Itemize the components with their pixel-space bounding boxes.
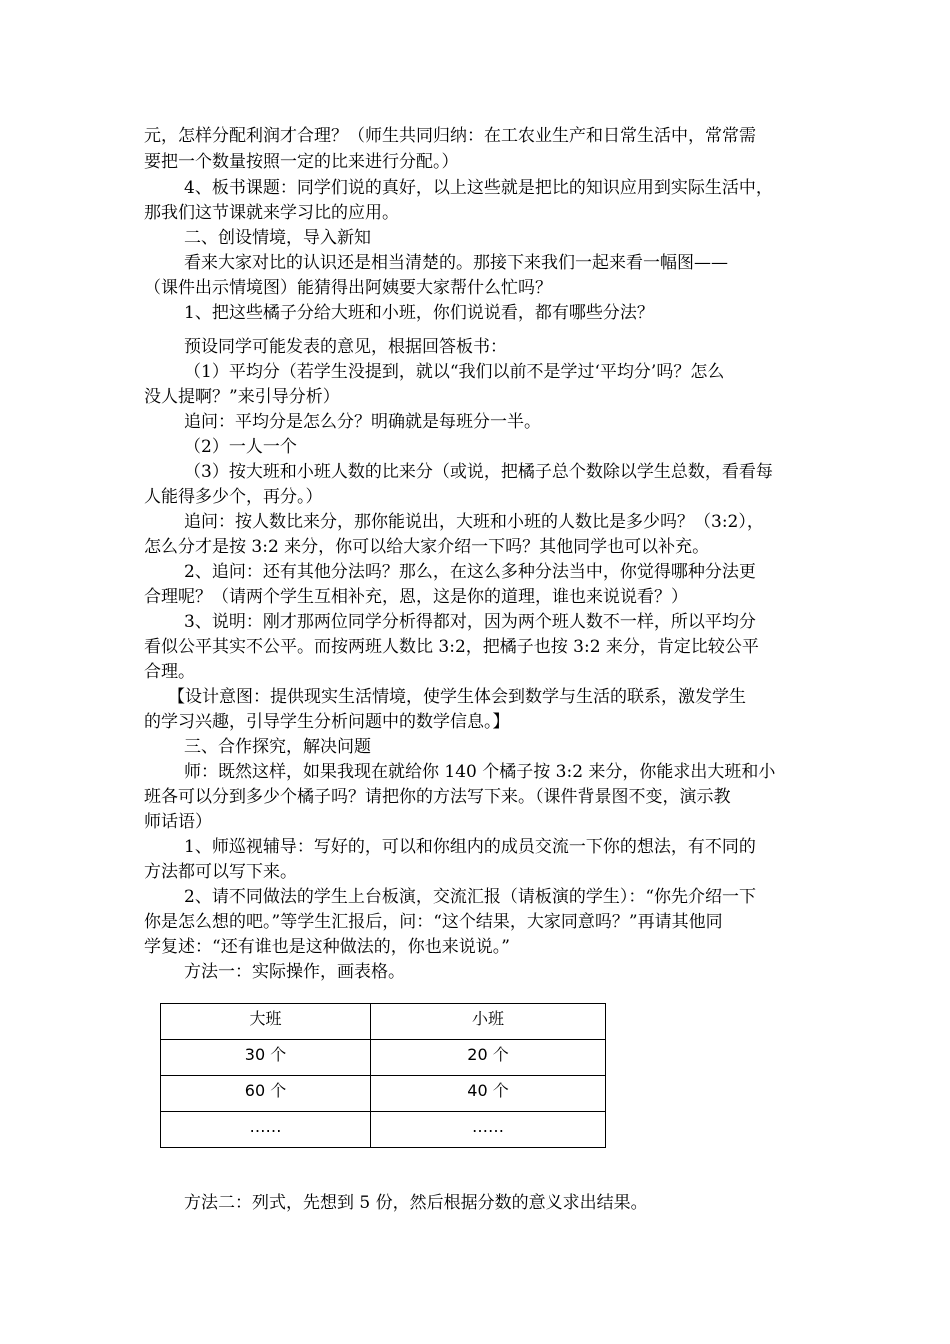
paragraph-line: 怎么分才是按 3:2 来分，你可以给大家介绍一下吗？其他同学也可以补充。	[144, 537, 710, 557]
table-cell: ……	[161, 1112, 371, 1148]
paragraph-line: 师话语）	[144, 812, 212, 832]
paragraph-line: 班各可以分到多少个橘子吗？请把你的方法写下来。（课件背景图不变，演示教	[144, 787, 731, 807]
paragraph-line: 方法都可以写下来。	[144, 862, 297, 882]
paragraph-line: 看来大家对比的认识还是相当清楚的。那接下来我们一起来看一幅图——	[184, 253, 728, 273]
paragraph-line: 追问：平均分是怎么分？明确就是每班分一半。	[184, 412, 541, 432]
paragraph-line: （课件出示情境图）能猜得出阿姨要大家帮什么忙吗？	[144, 278, 552, 298]
paragraph-line: 4、板书课题：同学们说的真好，以上这些就是把比的知识应用到实际生活中，	[184, 178, 773, 198]
table-row	[161, 1076, 606, 1112]
paragraph-line: 1、把这些橘子分给大班和小班，你们说说看，都有哪些分法？	[184, 303, 654, 323]
section-heading: 二、创设情境，导入新知	[184, 228, 371, 248]
table-header-row	[161, 1004, 606, 1040]
design-intent-note: 的学习兴趣，引导学生分析问题中的数学信息。】	[144, 712, 510, 732]
paragraph-line: 3、说明：刚才那两位同学分析得都对，因为两个班人数不一样，所以平均分	[184, 612, 756, 632]
paragraph-line: 要把一个数量按照一定的比来进行分配。）	[144, 152, 459, 172]
design-intent-note: 【设计意图：提供现实生活情境，使学生体会到数学与生活的联系，激发学生	[168, 687, 746, 707]
paragraph-line: 元，怎样分配利润才合理？（师生共同归纳：在工农业生产和日常生活中，常常需	[144, 126, 756, 146]
table-header-cell: 小班	[371, 1004, 606, 1040]
paragraph-line: 1、师巡视辅导：写好的，可以和你组内的成员交流一下你的想法，有不同的	[184, 837, 756, 857]
paragraph-line: （2）一人一个	[184, 437, 297, 457]
paragraph-line: 合理呢？（请两个学生互相补充，恩，这是你的道理，谁也来说说看？）	[144, 587, 688, 607]
method-two-label: 方法二：列式，先想到 5 份，然后根据分数的意义求出结果。	[184, 1193, 648, 1213]
table-cell: ……	[371, 1112, 606, 1148]
table-row	[161, 1040, 606, 1076]
table-cell: 20 个	[371, 1040, 606, 1076]
paragraph-line: 学复述：“还有谁也是这种做法的，你也来说说。”	[144, 937, 510, 957]
table-cell: 40 个	[371, 1076, 606, 1112]
method-one-label: 方法一：实际操作，画表格。	[184, 962, 405, 982]
section-heading: 三、合作探究，解决问题	[184, 737, 371, 757]
allocation-table	[160, 1003, 606, 1148]
paragraph-line: 你是怎么想的吧。”等学生汇报后，问：“这个结果，大家同意吗？”再请其他同	[144, 912, 723, 932]
paragraph-line: 没人提啊？”来引导分析）	[144, 387, 340, 407]
paragraph-line: 师：既然这样，如果我现在就给你 140 个橘子按 3:2 来分，你能求出大班和小	[184, 762, 776, 782]
paragraph-line: （1）平均分（若学生没提到，就以“我们以前不是学过‘平均分’吗？怎么	[184, 362, 725, 382]
table-cell: 60 个	[161, 1076, 371, 1112]
paragraph-line: 追问：按人数比来分，那你能说出，大班和小班的人数比是多少吗？（3:2），	[184, 512, 764, 532]
paragraph-line: 看似公平其实不公平。而按两班人数比 3:2，把橘子也按 3:2 来分，肯定比较公平	[144, 637, 759, 657]
paragraph-line: 合理。	[144, 662, 195, 682]
paragraph-line: 2、追问：还有其他分法吗？那么，在这么多种分法当中，你觉得哪种分法更	[184, 562, 756, 582]
table-header-cell: 大班	[161, 1004, 371, 1040]
paragraph-line: 人能得多少个，再分。）	[144, 487, 323, 507]
paragraph-line: 预设同学可能发表的意见，根据回答板书：	[184, 337, 507, 357]
table-row	[161, 1112, 606, 1148]
paragraph-line: 那我们这节课就来学习比的应用。	[144, 203, 399, 223]
paragraph-line: 2、请不同做法的学生上台板演，交流汇报（请板演的学生）：“你先介绍一下	[184, 887, 757, 907]
paragraph-line: （3）按大班和小班人数的比来分（或说，把橘子总个数除以学生总数，看看每	[184, 462, 773, 482]
table-cell: 30 个	[161, 1040, 371, 1076]
